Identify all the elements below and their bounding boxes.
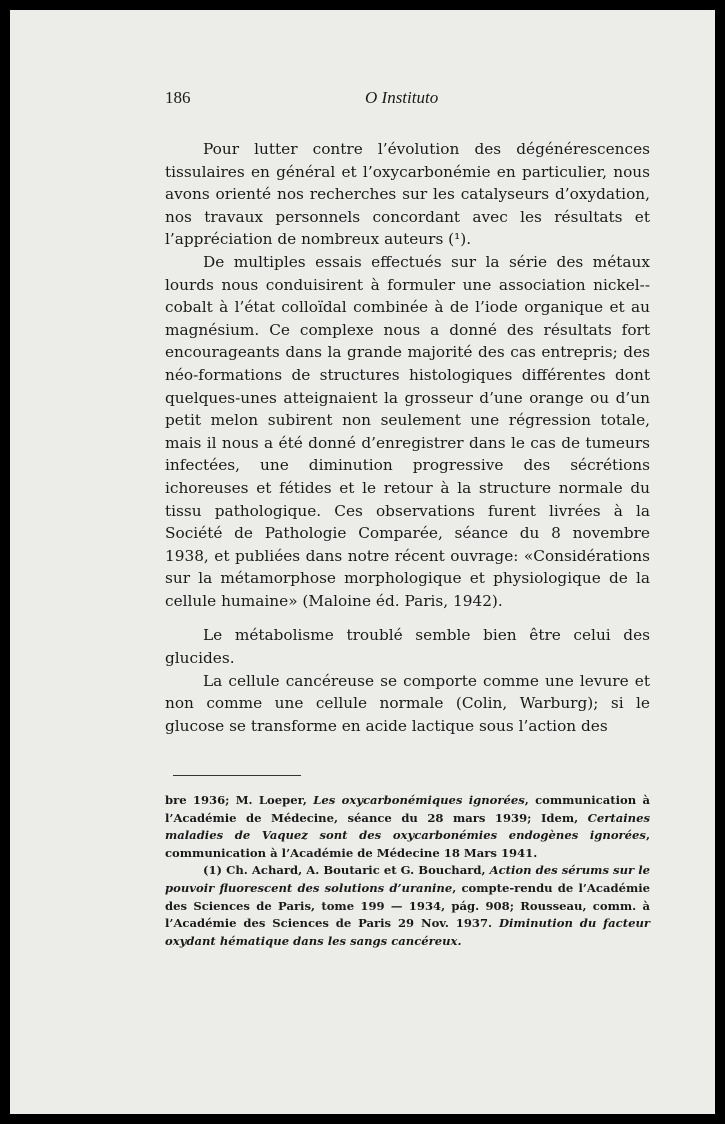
- footnote-title: Action des sérums sur le pouvoir fluorescent des solutions d’uranine: [165, 863, 650, 895]
- page-number: 186: [165, 88, 191, 107]
- footnote-1: [165, 862, 650, 950]
- footnotes: [165, 792, 650, 950]
- paragraph: Pour lutter contre l’évolution des dégénérescences tissulaires en général et l’oxycarbonémie en particulier, nous avons orienté nos recherches sur les catalyseurs d’oxydation, nos travaux personnels concordant avec les résultats et l’appréciation de nombreux auteurs (¹).: [165, 140, 650, 249]
- footnote-text: Ch. Achard, A. Boutaric et G. Bouchard,: [222, 863, 490, 878]
- footnote-text: , communication à l’Académie de Médecine 18 Mars 1941.: [165, 828, 650, 860]
- footnote-text: bre 1936; M. Loeper,: [165, 793, 314, 807]
- footnote-rule: [173, 775, 301, 776]
- footnote-marker: (1): [203, 863, 223, 878]
- paragraph: De multiples essais effectués sur la série des métaux lourds nous conduisirent à formuler une association nickel--cobalt à l’état colloïdal combinée à de l’iode organique et au magnésium. Ce complexe nous a donné des résultats fort encourageants dans la grande majorité des cas entrepris; des néo-formations de structures histologiques différentes dont quelques-unes atteignaient la grosseur d’une orange ou d’un petit melon subirent non seulement une régression totale, mais il nous a été donné d’enregistrer dans le cas de tumeurs infectées, une diminution progressive des sécrétions ichoreuses et fétides et le retour à la structure normale du tissu pathologique. Ces observations furent livrées à la Société de Pathologie Comparée, séance du 8 novembre 1938, et publiées dans notre récent ouvrage: «Considérations sur la métamorphose morphologique et physiologique de la cellule humaine» (Maloine éd. Paris, 1942).: [165, 252, 650, 610]
- paragraph: Le métabolisme troublé semble bien être celui des glucides.: [165, 626, 650, 668]
- running-header: [165, 88, 650, 112]
- footnote-text: , communication à l’Académie de Médecine, séance du 28 mars 1939; Idem,: [165, 793, 650, 825]
- paragraph: La cellule cancéreuse se comporte comme une levure et non comme une cellule normale (Colin, Warburg); si le glucose se transforme en acide lactique sous l’action des: [165, 671, 650, 735]
- footnote-continuation: [165, 792, 650, 862]
- book-page: [10, 10, 715, 1114]
- main-text: [165, 138, 650, 737]
- footnote-title: Certaines maladies de Vaquez sont des oxycarbonémies endogènes ignorées: [165, 810, 650, 843]
- footnote-title: Les oxycarbonémiques ignorées: [313, 793, 525, 807]
- footnote-text: , compte-rendu de l’Académie des Sciences de Paris, tome 199 — 1934, pág. 908; Rousseau, comm. à l’Académie des Sciences de Paris 29 Nov. 1937.: [165, 880, 650, 931]
- footnote-title: Diminution du facteur oxydant hématique dans les sangs cancéreux.: [165, 916, 650, 948]
- journal-title: O Instituto: [365, 88, 439, 107]
